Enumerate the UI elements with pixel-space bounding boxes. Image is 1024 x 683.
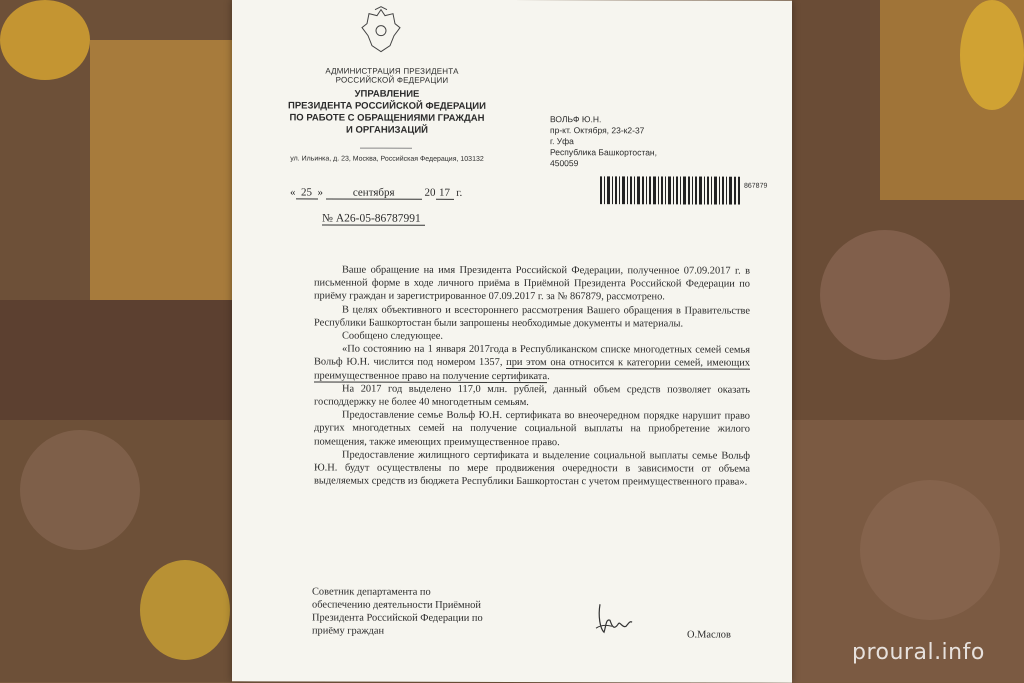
reference-number: № А26-05-86787991 [322,213,425,226]
letter-date [290,186,462,199]
signer-title-line: Президента Российской Федерации по [312,612,483,624]
recipient-line: пр-кт. Октября, 23-к2-37 [550,125,645,136]
barcode [600,176,740,204]
letter-sheet [232,0,792,683]
coat-of-arms-icon [360,6,402,56]
handwritten-signature [594,598,636,638]
underlined-text: при этом она относится к категории семей, имеющих преимущественное право на получение сертификата [314,357,751,382]
date-unit: г. [456,186,463,199]
department-header [282,88,492,137]
paragraph: Предоставление жилищного сертификата и выделение социальной выплаты семье Вольф Ю.Н. будут осуществлены по мере продвижения очередности в зависимости от объема выделяемых средств из бюджета Республики Башкортостан с учетом преимущественного права». [314,449,750,488]
watermark: proural.info [852,640,985,665]
date-quote-close: » [317,186,323,199]
signer-name: О.Маслов [687,629,731,641]
dept-line: УПРАВЛЕНИЕ [354,88,420,100]
recipient-line: ВОЛЬФ Ю.Н. [550,114,602,125]
date-year: 17 [436,187,454,200]
admin-line-1: АДМИНИСТРАЦИЯ ПРЕЗИДЕНТА [325,66,459,76]
date-quote-open: « [290,186,296,199]
date-year-prefix: 20 [424,186,436,199]
recipient-address [550,114,657,169]
recipient-line: Республика Башкортостан, [550,147,657,158]
recipient-line: г. Уфа [550,136,574,147]
quote-text: «По состоянию на 1 января 2017года в Республиканском списке многодетных семей семья Вольф Ю.Н. числится под номером 1357, [314,343,750,369]
signer-title-line: приёму граждан [312,625,385,637]
signer-title [312,585,522,638]
dept-line: И ОРГАНИЗАЦИЙ [346,124,428,136]
paragraph: Сообщено следующее. [342,330,443,342]
administration-header [302,66,482,84]
dept-line: ПО РАБОТЕ С ОБРАЩЕНИЯМИ ГРАЖДАН [289,112,485,124]
signer-title-line: Советник департамента по [312,586,431,598]
paragraph: На 2017 год выделено 117,0 млн. рублей, данный объем средств позволяет оказать господдержку не более 40 многодетным семьям. [314,383,750,409]
date-day: 25 [296,186,318,199]
barcode-number: 867879 [744,182,768,190]
date-month: сентября [326,187,422,200]
quote-text-end: . [547,370,550,382]
paragraph: Ваше обращение на имя Президента Российской Федерации, полученное 07.09.2017 г. в письменной форме в ходе личного приёма в Приёмной Президента Российской Федерации по приёму граждан и зарегистрированное 07.09.2017 г. за № 867879, рассмотрено. [314,264,750,303]
dept-line: ПРЕЗИДЕНТА РОССИЙСКОЙ ФЕДЕРАЦИИ [288,100,486,112]
paragraph: В целях объективного и всестороннего рассмотрения Вашего обращения в Правительстве Республики Башкортостан были запрошены необходимые документы и материалы. [314,304,750,330]
recipient-line: 450059 [550,158,579,169]
header-divider [360,148,412,149]
quoted-paragraph [314,343,750,384]
signer-title-line: обеспечению деятельности Приёмной [312,599,481,611]
paragraph: Предоставление семье Вольф Ю.Н. сертификата во внеочередном порядке нарушит право других многодетных семей на получение социальной выплаты на приобретение жилого помещения, также имеющих преимущественное право. [314,409,750,448]
letter-body [314,263,750,489]
sender-address: ул. Ильинка, д. 23, Москва, Российская Федерация, 103132 [290,155,484,163]
admin-line-2: РОССИЙСКОЙ ФЕДЕРАЦИИ [335,75,449,85]
